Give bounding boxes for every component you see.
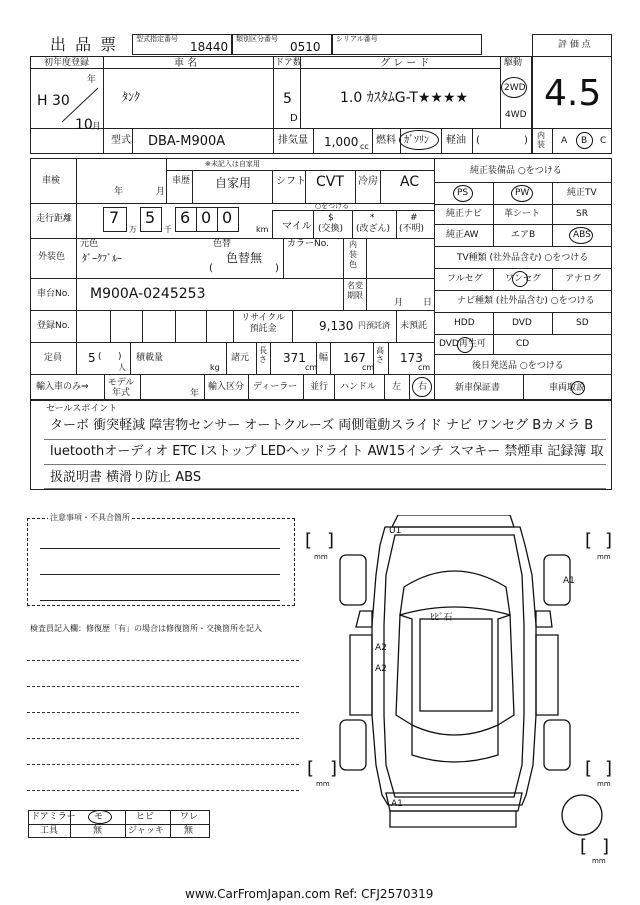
doors-label: ドア数 <box>275 58 302 68</box>
bracket-rl-r: ] <box>330 758 338 779</box>
bracket-fr: [ <box>585 530 593 551</box>
len-unit: cm <box>305 363 318 372</box>
history-label: 車歴 <box>172 176 191 186</box>
registration-year-unit: 年 <box>87 75 97 85</box>
registration-year: H 30 <box>37 93 70 109</box>
fuel-gasoline: ｶﾞｿﾘﾝ <box>404 135 429 146</box>
mileage-digit-1: 7 <box>109 208 120 227</box>
handle-right: 右 <box>418 382 428 392</box>
category-value: 0510 <box>290 40 321 54</box>
mileage-dollar-sub: (交換) <box>318 224 344 234</box>
tv-analog: アナログ <box>565 274 602 284</box>
inspection-month-unit: 月 <box>156 187 166 197</box>
equip-pw: PW <box>515 188 530 198</box>
mm-fr: mm <box>597 553 611 561</box>
rear-manual-circle <box>571 381 585 395</box>
equip-leather: 革シート <box>504 209 541 219</box>
color-paren-l: ( <box>209 263 213 274</box>
history-note: ※未記入は自家用 <box>205 160 260 168</box>
break-label: ワレ <box>180 812 199 822</box>
color-paren-r: ) <box>275 263 279 274</box>
shift-value: CVT <box>316 174 344 190</box>
load-unit: kg <box>210 363 220 372</box>
model-code-label: 型式指定番号 <box>136 35 178 43</box>
wid-value: 167 <box>343 351 366 365</box>
mirror-value: モ <box>94 812 104 822</box>
navi-hdd: HDD <box>454 318 475 328</box>
interior-b: B <box>581 136 588 146</box>
mileage-digit-3: 6 <box>180 208 191 227</box>
wid-unit: cm <box>362 363 375 372</box>
rating-value: 4.5 <box>544 73 602 114</box>
tv-oneseg: ワンセグ <box>505 274 542 284</box>
recycle-status: 未預託 <box>400 321 428 331</box>
expiry-month: 月 <box>394 298 404 308</box>
registration-label: 初年度登録 <box>44 58 90 68</box>
grade-value: 1.0 ｶｽﾀﾑG-T★★★★ <box>340 90 469 106</box>
mileage-star-sub: (改ざん) <box>356 224 391 234</box>
shift-label: シフト <box>276 176 306 187</box>
equipment-title: 純正装備品 ○をつける <box>470 166 562 176</box>
capacity-paren-l: ( <box>98 352 102 362</box>
equip-tv: 純正TV <box>567 188 597 198</box>
jack-label: ジャッキ <box>128 826 164 836</box>
equip-pw-circle <box>511 185 533 202</box>
fuel-diesel: 軽油 <box>446 135 466 146</box>
color-change-value: 色替無 <box>226 251 263 265</box>
load-label: 積載量 <box>136 353 164 363</box>
registration-month: 10 <box>75 117 93 133</box>
hgt-unit: cm <box>418 363 431 372</box>
navi-dvd-play: DVD再生可 <box>439 339 486 349</box>
fuel-paren-r: ) <box>524 135 528 146</box>
equip-ps-circle <box>453 185 473 202</box>
mm-fl: mm <box>314 553 328 561</box>
rear-warranty: 新車保証書 <box>455 383 501 393</box>
inspection-year-unit: 年 <box>114 187 124 197</box>
chassis-label: 車台No. <box>37 289 70 299</box>
tv-oneseg-circle <box>512 271 528 287</box>
grade-label: グ レ ー ド <box>380 58 430 69</box>
category-label: 類別区分番号 <box>236 35 278 43</box>
drive-2wd-circle <box>501 77 527 98</box>
registration-month-unit: 月 <box>92 122 102 132</box>
rear-title: 後日発送品 ○をつける <box>472 361 564 371</box>
mark-a2-top: A2 <box>375 643 387 653</box>
mileage-man: 万 <box>129 225 137 234</box>
bracket-rr-r: ] <box>605 758 613 779</box>
hgt-value: 173 <box>400 351 423 365</box>
mirror-label: ドアミラー <box>31 812 76 822</box>
handle-label: ハンドル <box>340 382 377 392</box>
model-type-label: 型式 <box>111 135 131 146</box>
model-type-value: DBA-M900A <box>148 134 226 149</box>
serial-label: シリアル番号 <box>336 35 378 43</box>
car-name-label: 車 名 <box>174 58 198 69</box>
color-no-label: カラーNo. <box>287 239 329 249</box>
mileage-sen: 千 <box>164 225 172 234</box>
equip-aw: 純正AW <box>446 230 479 240</box>
mileage-mark-note: ○をつける <box>315 202 350 210</box>
mm-rr: mm <box>597 780 611 788</box>
color-orig-value: ﾀﾞｰｸﾌﾞﾙｰ <box>82 254 122 265</box>
import-label: 輸入車のみ⇒ <box>36 382 89 392</box>
bracket-spare: [ <box>580 836 588 857</box>
displacement-unit: cc <box>360 142 369 151</box>
jack-value: 無 <box>184 826 194 836</box>
regno-label: 登録No. <box>37 321 70 331</box>
interior-b-circle <box>576 132 593 149</box>
navi-title: ナビ種類 (社外品含む) ○をつける <box>457 296 595 306</box>
model-year-unit: 年 <box>190 389 200 399</box>
mileage-star: * <box>370 213 375 223</box>
footer-ref: www.CarFromJapan.com Ref: CFJ2570319 <box>185 887 434 901</box>
interior-a: A <box>561 136 568 146</box>
recycle-value: 9,130 <box>319 319 354 333</box>
navi-dvd: DVD <box>512 318 532 328</box>
model-year-label: モデル年式 <box>107 378 135 398</box>
interior-label: 内装 <box>537 131 545 149</box>
sales-line-3: 扱説明書 横滑り防止 ABS <box>50 470 202 485</box>
mileage-hash-sub: (不明) <box>399 224 425 234</box>
notes-box <box>27 518 295 606</box>
handle-left: 左 <box>392 382 402 392</box>
tv-title: TV種類 (社外品含む) ○をつける <box>457 253 589 263</box>
mileage-digit-4: 0 <box>201 208 212 227</box>
mileage-digit-2: 5 <box>145 208 156 227</box>
history-value: 自家用 <box>215 176 252 190</box>
bracket-fl-r: ] <box>327 530 335 551</box>
capacity-paren-r: ) <box>118 352 122 362</box>
navi-dvd-play-circle <box>457 337 473 353</box>
wid-label: 幅 <box>319 353 329 363</box>
mileage-dollar: $ <box>328 213 334 223</box>
expiry-label: 名変期限 <box>347 281 363 300</box>
bracket-fr-r: ] <box>605 530 613 551</box>
inspector-note: 検査員記入欄：修復歴「有」の場合は修復箇所・交換箇所を記入 <box>30 624 262 633</box>
ac-label: 冷房 <box>358 176 378 187</box>
fuel-circle <box>399 130 439 150</box>
sales-line-1: ターボ 衝突軽減 障害物センサー オートクルーズ 両側電動スライド ナビ ワンセグ Bカメラ B <box>50 418 594 433</box>
equip-sr: SR <box>576 209 588 219</box>
drive-label: 駆動 <box>504 58 523 68</box>
bracket-fl: [ <box>305 530 313 551</box>
mark-a1-bottom: A1 <box>391 799 403 809</box>
interior-c: C <box>600 136 607 146</box>
color-change-label: 色替 <box>213 239 232 249</box>
displacement-value: 1,000 <box>324 135 359 149</box>
mirror-circle <box>88 810 112 824</box>
color-orig-label: 元色 <box>80 239 99 249</box>
bracket-rr: [ <box>585 758 593 779</box>
import-kind-label: 輸入区分 <box>208 382 245 392</box>
car-diagram <box>300 515 620 870</box>
import-dealer: ディーラー <box>253 382 298 392</box>
car-name-value: ﾀﾝｸ <box>122 90 141 104</box>
displacement-label: 排気量 <box>278 135 308 146</box>
tool-value: 無 <box>93 826 103 836</box>
equip-abs: ABS <box>573 230 591 240</box>
recycle-label: リサイクル預託金 <box>241 313 285 334</box>
equip-abs-circle <box>569 227 593 244</box>
capacity-label: 定員 <box>44 353 63 363</box>
len-label: 長さ <box>259 346 267 364</box>
equip-airbag: エアB <box>511 230 536 240</box>
navi-sd: SD <box>576 318 589 328</box>
mark-a2-bottom: A2 <box>375 664 387 674</box>
color-label: 外装色 <box>38 252 66 262</box>
chassis-value: M900A-0245253 <box>90 286 206 302</box>
mileage-hash: # <box>410 213 418 223</box>
notes-title: 注意事項・不具合箇所 <box>50 513 130 522</box>
equip-ps: PS <box>457 188 469 198</box>
hgt-label: 高さ <box>376 346 384 364</box>
import-parallel: 並行 <box>310 382 329 392</box>
mm-spare: mm <box>592 857 606 865</box>
recycle-unit: 円預託済 <box>358 321 390 330</box>
crack-label: ヒビ <box>136 812 155 822</box>
mileage-mile: マイル <box>282 221 312 232</box>
sales-points-label: セールスポイント <box>46 404 118 414</box>
equip-navi: 純正ナビ <box>446 209 483 219</box>
rear-manual: 車両取説 <box>549 383 586 393</box>
sales-line-2: luetoothオーディオ ETC Iストップ LEDヘッドライト AW15インチ スマキー 禁煙車 記録簿 取 <box>50 444 604 459</box>
mileage-unit: km <box>256 225 269 234</box>
interior-color-label: 内装色 <box>349 240 357 269</box>
bracket-rl: [ <box>307 758 315 779</box>
tool-label: 工具 <box>40 826 59 836</box>
capacity-value: 5 <box>88 351 96 365</box>
doors-value: 5 <box>283 91 292 107</box>
navi-cd: CD <box>516 339 530 349</box>
bracket-spare-r: ] <box>602 836 610 857</box>
dims-label: 諸元 <box>231 353 250 363</box>
inspection-label: 車検 <box>42 176 61 186</box>
capacity-unit: 人 <box>118 363 126 372</box>
drive-4wd: 4WD <box>505 110 527 120</box>
fuel-label: 燃料 <box>376 135 396 146</box>
ac-value: AC <box>400 174 420 190</box>
mark-a1-right: A1 <box>563 576 575 586</box>
model-code-value: 18440 <box>190 40 229 54</box>
mark-hibi: ﾋﾋﾞ石 <box>430 613 453 623</box>
mm-rl: mm <box>316 780 330 788</box>
sheet-title: 出 品 票 <box>50 35 119 54</box>
expiry-day: 日 <box>423 298 433 308</box>
rating-label: 評 価 点 <box>558 40 591 50</box>
drive-2wd: 2WD <box>504 83 526 93</box>
tv-fullseg: フルセグ <box>447 274 483 284</box>
fuel-paren-l: ( <box>476 135 480 146</box>
mark-u1: U1 <box>389 526 402 536</box>
len-value: 371 <box>283 351 306 365</box>
mileage-label: 走行距離 <box>36 214 73 224</box>
mileage-digit-5: 0 <box>222 208 233 227</box>
handle-right-circle <box>412 377 432 397</box>
doors-type: D <box>290 113 298 124</box>
